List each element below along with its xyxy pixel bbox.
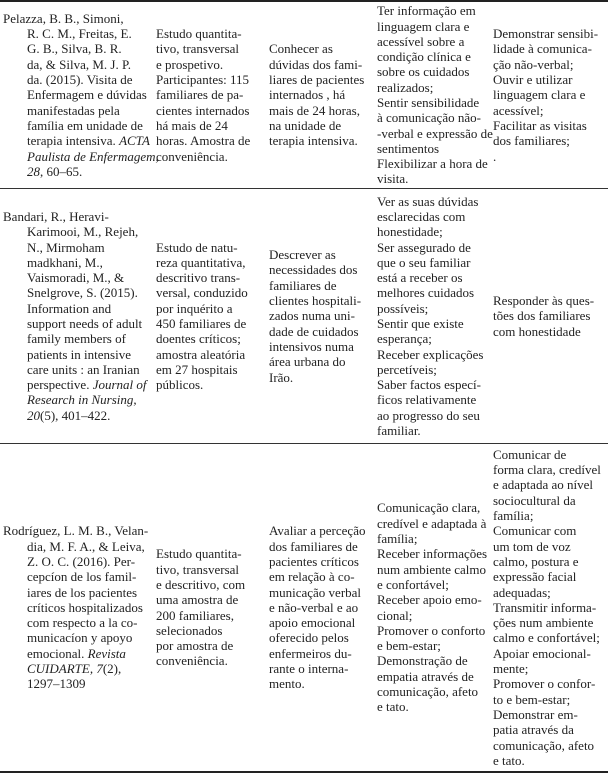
text-line: conveniência. <box>156 148 228 164</box>
text-line <box>3 646 152 661</box>
table-row <box>0 189 608 444</box>
text-line: Facilitar as visitas <box>493 117 587 133</box>
text-line: sociocultural da <box>493 492 576 508</box>
text-line: e tato. <box>493 752 525 768</box>
text-line: pacientes críticos <box>269 553 359 569</box>
text-line: por amostra de <box>156 638 234 654</box>
text-line: dia, M. F. A., & Leiva, <box>27 538 145 554</box>
text-line: tivo, transversal <box>156 561 240 577</box>
text-line: oferecido pelos <box>269 630 349 646</box>
text-line: que o seu familiar <box>377 254 471 270</box>
text-line: família; <box>377 531 418 547</box>
text-line: empatia através de <box>377 668 474 684</box>
text-line: mente; <box>493 661 529 677</box>
text-line: Participantes: 115 <box>156 72 250 88</box>
text-line: visita. <box>377 171 409 187</box>
text-line: amostra aleatória <box>156 346 246 362</box>
text-line: selecionados <box>156 622 223 638</box>
text-line: Information and <box>27 300 112 316</box>
text-line: manifestadas pela <box>27 102 120 118</box>
text-line: conveniência. <box>156 653 228 669</box>
text-line <box>3 377 152 392</box>
text-line: Estudo quantita- <box>156 26 242 42</box>
text-line <box>3 164 152 179</box>
cell-nursing-interventions <box>491 2 608 188</box>
text-line: condição clínica e <box>377 49 471 65</box>
text-line: clientes hospitali- <box>269 293 362 309</box>
text-line: está a receber os <box>377 270 463 286</box>
text-line: Responder às ques- <box>493 293 595 309</box>
cell-nursing-interventions <box>491 189 608 443</box>
text-line: cepcíon de los famil- <box>27 569 137 585</box>
text-line: R. C. M., Freitas, E. <box>27 26 132 42</box>
text-line: Promover o confor- <box>493 676 596 692</box>
text-line: família; <box>493 508 534 524</box>
table-row <box>0 444 608 771</box>
text-line: dúvidas dos fami- <box>269 56 363 72</box>
text-line: comunicação, afeto <box>493 737 595 753</box>
text-segment: (2), <box>102 661 122 677</box>
text-line: municação verbal <box>269 584 362 600</box>
text-line: apoio emocional <box>269 615 356 631</box>
text-line: Karimooi, M., Rejeh, <box>27 224 139 240</box>
text-line: por inquérito a <box>156 300 233 316</box>
text-line: rante o interna- <box>269 661 349 677</box>
text-line: Sentir que existe <box>377 316 464 331</box>
text-line: tivo, transversal <box>156 41 240 57</box>
text-line: e confortável; <box>377 576 449 592</box>
text-line: Apoiar emocional- <box>493 645 591 661</box>
text-line: familiares de pa- <box>156 87 244 103</box>
text-line: doentes críticos; <box>156 331 241 347</box>
text-line: com honestidade <box>493 323 581 339</box>
text-line: dade de cuidados <box>269 323 359 339</box>
text-line: ção não-verbal; <box>493 56 574 72</box>
text-line: adequadas; <box>493 584 551 600</box>
text-line: -verbal e expressão de <box>377 125 493 141</box>
text-line: Promover o conforto <box>377 622 486 638</box>
text-line: em relação à co- <box>269 569 355 585</box>
text-line <box>3 133 152 148</box>
italic-text: Revista <box>87 645 126 661</box>
text-line: madkhani, M., <box>27 254 103 270</box>
text-line: Ouvir e utilizar <box>493 72 573 88</box>
text-line: Comunicação clara, <box>377 500 481 516</box>
cell-reference <box>0 189 152 443</box>
text-line: acessível sobre a <box>377 33 465 49</box>
text-segment: emocional. <box>27 645 88 661</box>
text-line: patia através da <box>493 722 574 738</box>
cell-reference <box>0 2 159 188</box>
text-line: um tom de voz <box>493 538 571 554</box>
text-line: família em unidade de <box>27 117 143 133</box>
text-line: Bandari, R., Heravi- <box>3 208 109 224</box>
text-line: Irão. <box>269 369 294 385</box>
text-line: intensivos numa <box>269 338 354 354</box>
text-line: na unidade de <box>269 117 342 133</box>
text-line: e tato. <box>377 699 409 715</box>
italic-text: Journal of <box>92 377 147 393</box>
text-line: 450 familiares de <box>156 316 247 331</box>
text-line: Demonstrar em- <box>493 706 578 722</box>
italic-text: Research in Nursing, <box>27 392 137 408</box>
text-line: Snelgrove, S. (2015). <box>27 285 138 301</box>
text-line: e prospetivo. <box>156 56 224 72</box>
text-line: honestidade; <box>377 224 443 240</box>
text-line: esperança; <box>377 331 432 347</box>
text-line: Ser assegurado de <box>377 239 471 255</box>
italic-text: ACTA <box>119 133 150 149</box>
text-line: dos familiares; <box>493 133 570 149</box>
text-line: e bem-estar; <box>377 638 441 654</box>
text-line: patients in intensive <box>27 346 131 362</box>
text-line: Comunicar com <box>493 523 577 539</box>
cell-objective <box>267 189 375 443</box>
text-line: enfermeiros du- <box>269 645 352 661</box>
text-line: iares de los pacientes <box>27 584 138 600</box>
italic-text: 28 <box>27 163 40 179</box>
text-line <box>3 408 152 423</box>
text-line: support needs of adult <box>27 316 143 331</box>
text-line: 200 familiares, <box>156 607 234 623</box>
text-line: realizados; <box>377 79 434 95</box>
text-line: críticos hospitalizados <box>27 599 143 615</box>
text-line: cientes internados <box>156 102 250 118</box>
italic-text: Paulista de Enfermagem, <box>27 148 159 164</box>
text-line: care units : an Iranian <box>27 361 140 377</box>
text-line: e não-verbal e ao <box>269 599 359 615</box>
text-line: Sentir sensibilidade <box>377 95 480 110</box>
text-line: versal, conduzido <box>156 285 248 301</box>
text-line: com respecto a la co- <box>27 615 138 631</box>
text-line: Descrever as <box>269 247 336 263</box>
text-line: N., Mirmoham <box>27 239 105 255</box>
cell-family-needs <box>375 2 491 188</box>
text-line: calmo e confortável; <box>493 630 600 646</box>
text-line: ao progresso do seu <box>377 407 480 423</box>
text-line: comunicação, afeto <box>377 683 479 699</box>
text-line: ções num ambiente <box>493 615 594 631</box>
text-line: to e bem-estar; <box>493 691 571 707</box>
cell-objective <box>267 2 375 188</box>
table-row <box>0 2 608 189</box>
text-line: Saber factos especí- <box>377 377 481 393</box>
text-line: tões dos familiares <box>493 308 591 324</box>
text-line: Ver as suas dúvidas <box>377 193 479 209</box>
text-line: Enfermagem e dúvidas <box>27 87 147 103</box>
text-line: expressão facial <box>493 569 577 585</box>
text-line: da. (2015). Visita de <box>27 72 133 88</box>
text-line: linguagem clara e <box>493 87 586 103</box>
text-line: Avaliar a perceção <box>269 523 366 539</box>
text-line: Demonstrar sensibi- <box>493 26 599 42</box>
text-line: públicos. <box>156 377 204 393</box>
text-line: possíveis; <box>377 300 429 316</box>
text-line: Estudo quantita- <box>156 546 242 562</box>
text-line: forma clara, credível <box>493 462 601 478</box>
italic-text: CUIDARTE, 7 <box>27 661 103 677</box>
text-line: credível e adaptada à <box>377 515 487 531</box>
cell-reference <box>0 444 152 771</box>
text-line: uma amostra de <box>156 592 239 608</box>
text-line: cional; <box>377 607 413 623</box>
cell-study-design <box>152 189 267 443</box>
text-line: family members of <box>27 331 126 347</box>
text-line: familiar. <box>377 423 421 439</box>
text-segment: perspective. <box>27 377 93 393</box>
text-line: necessidades dos <box>269 262 358 278</box>
text-line: Estudo de natu- <box>156 239 238 255</box>
text-line: Ter informação em <box>377 3 476 19</box>
text-line: ficos relativamente <box>377 392 477 408</box>
text-segment: , 60–65. <box>40 163 83 179</box>
text-line: Receber apoio emo- <box>377 592 482 608</box>
text-line: em 27 hospitais <box>156 361 238 377</box>
text-line: mento. <box>269 676 305 692</box>
text-line: zados numa uni- <box>269 308 355 324</box>
text-line: Comunicar de <box>493 446 567 462</box>
text-line: Flexibilizar a hora de <box>377 156 488 172</box>
text-line: há mais de 24 <box>156 117 228 133</box>
text-line: esclarecidas com <box>377 208 466 224</box>
text-line: liares de pacientes <box>269 72 365 88</box>
text-line: mais de 24 horas, <box>269 102 360 118</box>
text-line: descritivo trans- <box>156 270 241 286</box>
cell-family-needs <box>375 444 491 771</box>
text-line: linguagem clara e <box>377 18 470 34</box>
text-line: Pelazza, B. B., Simoni, <box>3 10 124 26</box>
text-line: calmo, postura e <box>493 553 579 569</box>
cell-family-needs <box>375 189 491 443</box>
text-line: acessível; <box>493 102 544 118</box>
text-line: Receber informações <box>377 546 488 562</box>
text-line: à comunicação não- <box>377 110 481 126</box>
text-segment: terapia intensiva. <box>27 133 120 149</box>
text-segment: (5), 401–422. <box>40 407 111 423</box>
text-line <box>3 392 152 407</box>
text-line: da, & Silva, M. J. P. <box>27 56 132 72</box>
cell-nursing-interventions <box>491 444 608 771</box>
text-line: G. B., Silva, B. R. <box>27 41 122 57</box>
cell-study-design <box>152 2 267 188</box>
text-line: e adaptada ao nível <box>493 477 593 493</box>
text-line: melhores cuidados <box>377 285 475 301</box>
text-line: municacíon y apoyo <box>27 630 133 646</box>
text-line: familiares de <box>269 277 337 293</box>
text-line: Vaismoradi, M., & <box>27 270 125 286</box>
text-line: Rodríguez, L. M. B., Velan- <box>3 523 149 539</box>
text-line: Receber explicações <box>377 346 484 362</box>
text-line: Conhecer as <box>269 41 333 57</box>
text-line: percetíveis; <box>377 361 437 377</box>
text-line <box>3 148 159 164</box>
text-line: reza quantitativa, <box>156 254 246 270</box>
text-line: . <box>493 148 497 164</box>
text-line: área urbana do <box>269 354 346 370</box>
text-line: horas. Amostra de <box>156 133 251 149</box>
text-line: Z. O. C. (2016). Per- <box>27 553 136 569</box>
text-line: 1297–1309 <box>27 676 86 692</box>
cell-objective <box>267 444 375 771</box>
text-line: num ambiente calmo <box>377 561 487 577</box>
text-line: dos familiares de <box>269 538 358 554</box>
text-line: Transmitir informa- <box>493 599 597 615</box>
text-line: sobre os cuidados <box>377 64 470 80</box>
text-line: lidade à comunica- <box>493 41 592 57</box>
cell-study-design <box>152 444 267 771</box>
text-line: internados , há <box>269 87 346 103</box>
text-line: Demonstração de <box>377 653 468 669</box>
text-line: terapia intensiva. <box>269 133 358 149</box>
text-line <box>3 661 152 676</box>
italic-text: 20 <box>27 407 40 423</box>
text-line: e descritivo, com <box>156 576 246 592</box>
text-line: sentimentos <box>377 140 440 156</box>
